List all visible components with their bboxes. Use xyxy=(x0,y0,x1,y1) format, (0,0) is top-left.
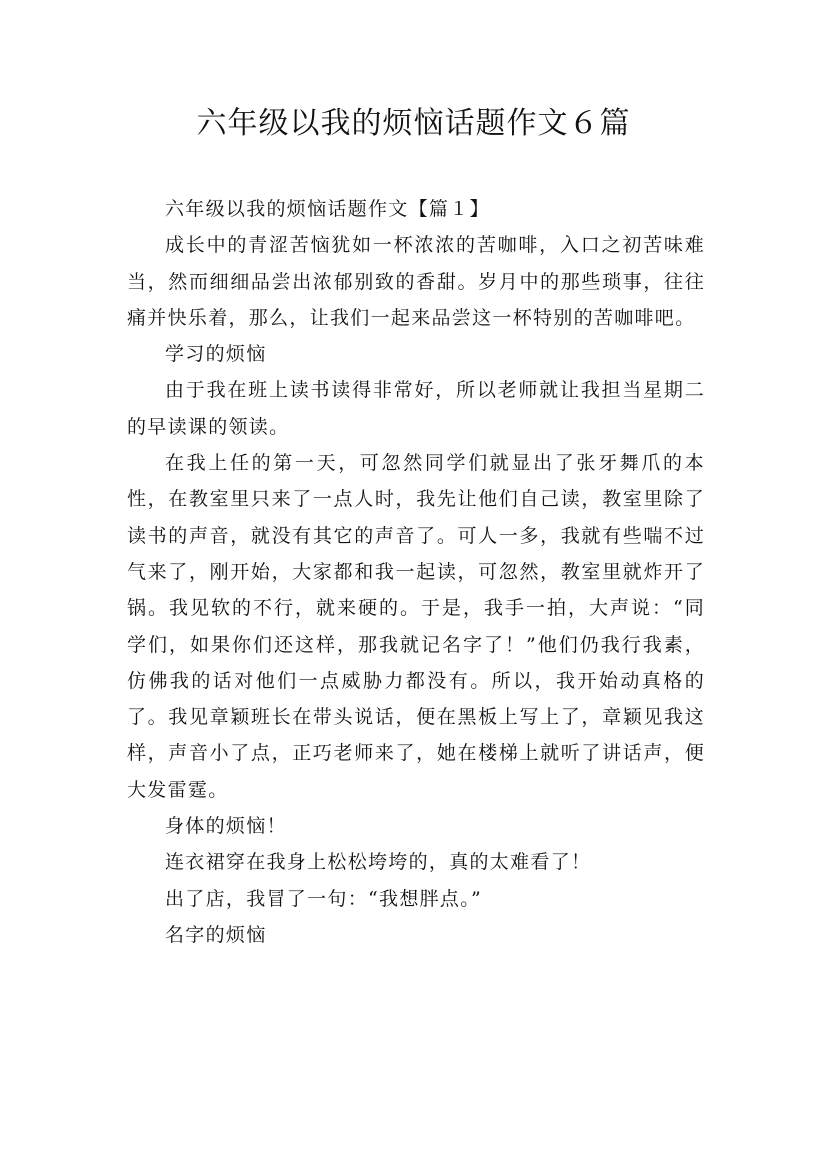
paragraph-body-1: 连衣裙穿在我身上松松垮垮的，真的太难看了！ xyxy=(165,851,592,874)
paragraph-intro: 成长中的青涩苦恼犹如一杯浓浓的苦咖啡，入口之初苦味难当，然而细细品尝出浓郁别致的香甜。岁月中的那些琐事，往往痛并快乐着，那么，让我们一起来品尝这一杯特别的苦咖啡吧。 xyxy=(127,234,705,329)
document-title: 六年级以我的烦恼话题作文６篇 xyxy=(196,106,631,141)
paragraph-study-1: 由于我在班上读书读得非常好，所以老师就让我担当星期二的早读课的领读。 xyxy=(127,379,705,438)
section-heading-body: 身体的烦恼！ xyxy=(165,815,287,838)
document-body xyxy=(127,191,705,953)
paragraph-body-2: 出了店，我冒了一句：“我想胖点。” xyxy=(165,887,483,910)
section-heading-name: 名字的烦恼 xyxy=(165,923,267,946)
section-heading-essay-1: 六年级以我的烦恼话题作文【篇１】 xyxy=(165,198,490,220)
paragraph-study-2: 在我上任的第一天，可忽然同学们就显出了张牙舞爪的本性，在教室里只来了一点人时，我先让他们自己读，教室里除了读书的声音，就没有其它的声音了。可人一多，我就有些喘不过气来了，刚开始，大家都和我一起读，可忽然，教室里就炸开了锅。我见软的不行，就来硬的。于是，我手一拍，大声说：“同学们，如果你们还这样，那我就记名字了！”他们仍我行我素，仿佛我的话对他们一点威胁力都没有。所以，我开始动真格的了。我见章颖班长在带头说话，便在黑板上写上了，章颖见我这样，声音小了点，正巧老师来了，她在楼梯上就听了讲话声，便大发雷霆。 xyxy=(127,452,705,801)
section-heading-study: 学习的烦恼 xyxy=(165,343,267,366)
